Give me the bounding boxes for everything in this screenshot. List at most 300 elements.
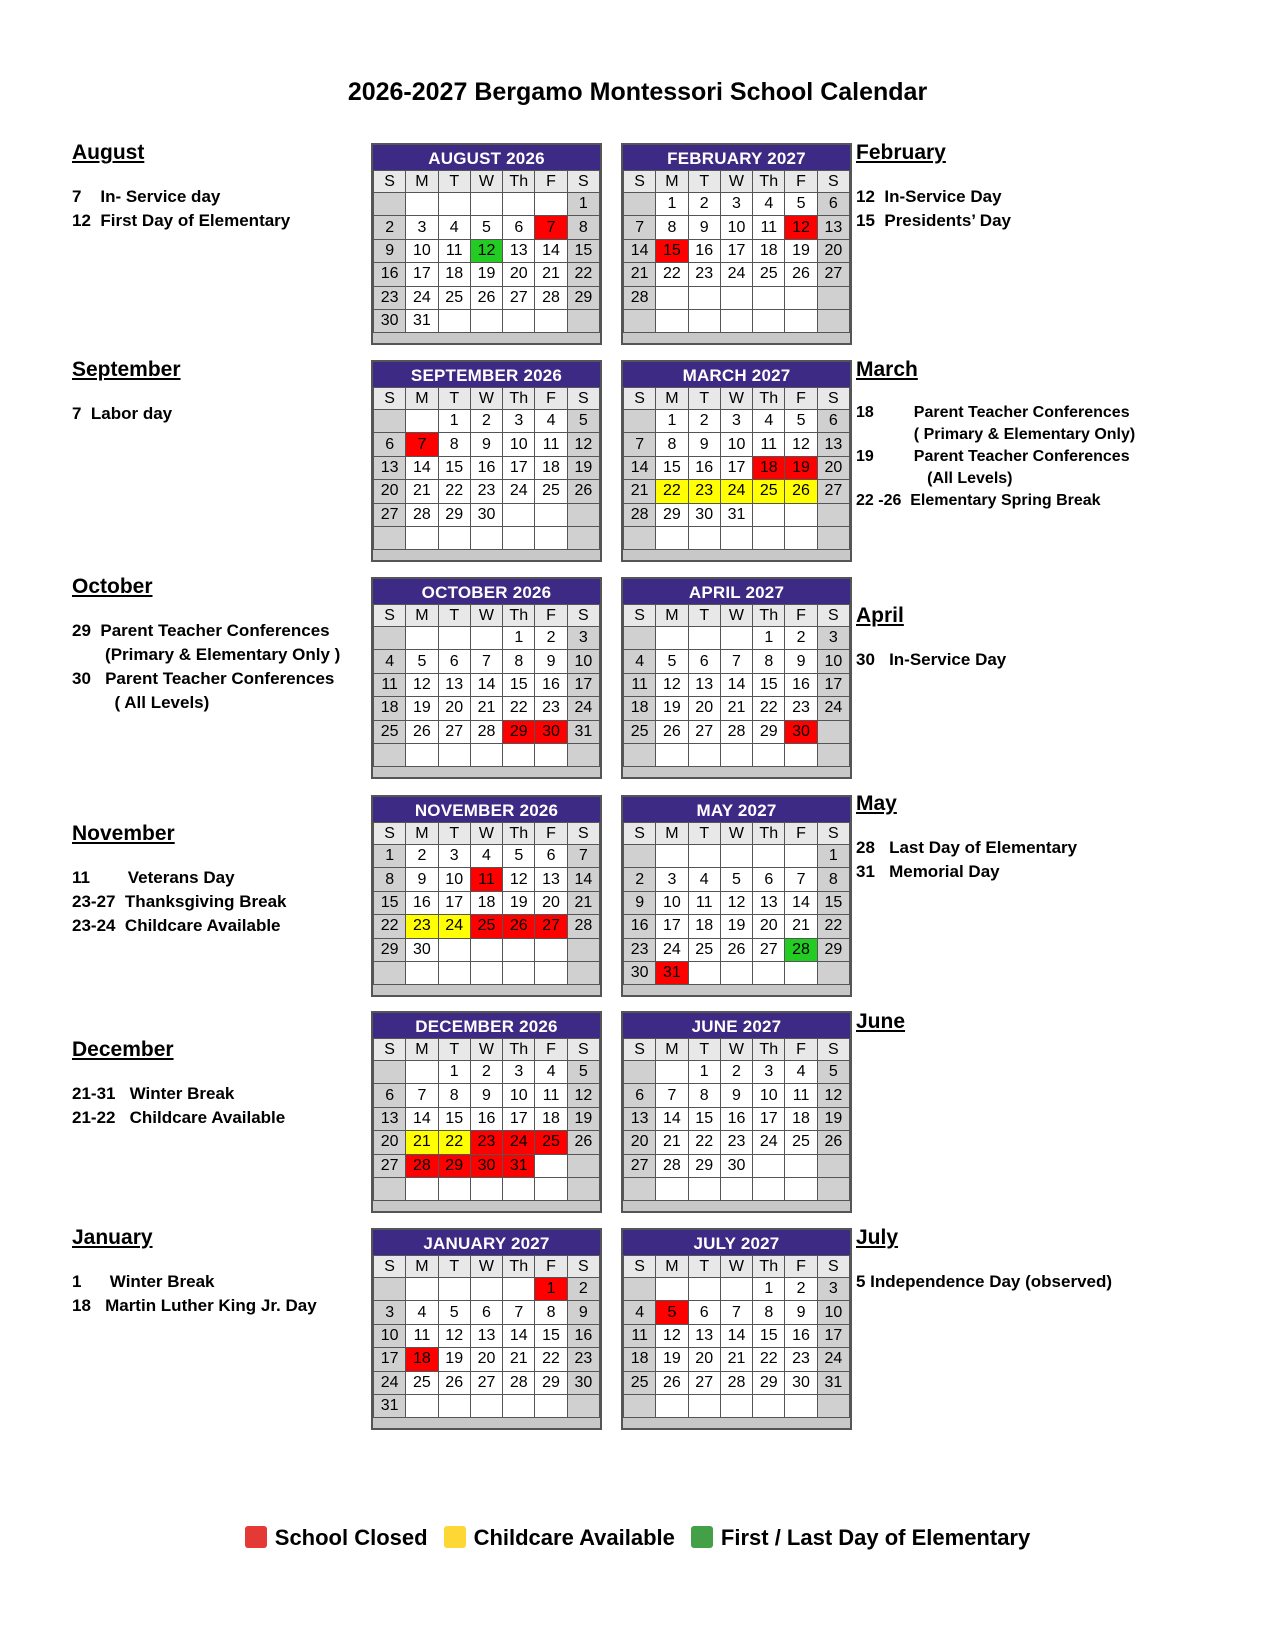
day-cell: 31	[656, 961, 688, 984]
day-cell: 14	[406, 456, 438, 479]
empty-cell	[374, 1061, 406, 1084]
month-calendar	[371, 795, 602, 997]
day-cell: 22	[688, 1131, 720, 1154]
day-cell: 1	[503, 627, 535, 650]
day-cell: 5	[567, 1061, 599, 1084]
day-cell: 2	[374, 216, 406, 239]
legend-swatch-icon	[444, 1526, 466, 1548]
weekday-label: S	[817, 1256, 849, 1278]
day-cell: 6	[535, 845, 567, 868]
day-cell: 26	[438, 1371, 470, 1394]
weekday-label: M	[656, 1039, 688, 1061]
day-cell: 29	[688, 1154, 720, 1177]
empty-cell	[567, 526, 599, 549]
empty-cell	[503, 309, 535, 332]
day-cell: 28	[624, 503, 656, 526]
day-cell: 4	[535, 410, 567, 433]
weekday-label: S	[817, 605, 849, 627]
day-cell: 16	[535, 673, 567, 696]
day-cell: 30	[785, 1371, 817, 1394]
day-cell: 17	[503, 456, 535, 479]
day-cell: 6	[688, 650, 720, 673]
note-line: 18 Parent Teacher Conferences	[856, 404, 1130, 421]
day-cell: 21	[567, 891, 599, 914]
day-cell: 2	[688, 193, 720, 216]
day-cell: 30	[785, 720, 817, 743]
day-cell: 27	[688, 1371, 720, 1394]
day-cell: 27	[817, 480, 849, 503]
day-cell: 2	[470, 1061, 502, 1084]
empty-cell	[720, 1278, 752, 1301]
day-cell: 10	[374, 1324, 406, 1347]
empty-cell	[503, 938, 535, 961]
day-cell: 26	[656, 720, 688, 743]
day-cell: 6	[688, 1301, 720, 1324]
day-cell: 14	[624, 456, 656, 479]
day-cell: 2	[785, 1278, 817, 1301]
weekday-label: Th	[503, 171, 535, 193]
day-cell: 21	[406, 1131, 438, 1154]
legend-item	[245, 1525, 428, 1550]
empty-cell	[753, 743, 785, 766]
day-cell: 20	[374, 480, 406, 503]
weekday-label: M	[656, 1256, 688, 1278]
note-line: 30 In-Service Day	[856, 650, 1007, 669]
day-cell: 25	[374, 720, 406, 743]
day-cell: 8	[535, 1301, 567, 1324]
empty-cell	[753, 503, 785, 526]
weekday-label: F	[785, 823, 817, 845]
empty-cell	[406, 1394, 438, 1417]
day-cell: 6	[817, 410, 849, 433]
month-calendar	[371, 1228, 602, 1430]
day-cell: 14	[406, 1107, 438, 1130]
day-cell: 7	[503, 1301, 535, 1324]
page-title: 2026-2027 Bergamo Montessori School Calendar	[347, 78, 928, 106]
note-line: 12 In-Service Day	[856, 187, 1002, 206]
empty-cell	[688, 309, 720, 332]
day-cell: 11	[688, 891, 720, 914]
day-cell: 14	[720, 1324, 752, 1347]
day-cell: 4	[785, 1061, 817, 1084]
month-notes-title: July	[856, 1226, 899, 1249]
note-line: 28 Last Day of Elementary	[856, 838, 1078, 857]
empty-cell	[624, 1061, 656, 1084]
day-cell: 25	[535, 1131, 567, 1154]
day-cell: 5	[720, 868, 752, 891]
empty-cell	[656, 743, 688, 766]
empty-cell	[624, 410, 656, 433]
day-cell: 15	[567, 239, 599, 262]
weekday-label: T	[688, 823, 720, 845]
day-cell: 14	[470, 673, 502, 696]
empty-cell	[535, 526, 567, 549]
empty-cell	[567, 961, 599, 984]
empty-cell	[656, 1278, 688, 1301]
day-cell: 24	[720, 480, 752, 503]
day-cell: 23	[720, 1131, 752, 1154]
day-cell: 8	[753, 650, 785, 673]
weekday-label: T	[438, 1039, 470, 1061]
empty-cell	[503, 1177, 535, 1200]
day-cell: 1	[374, 845, 406, 868]
weekday-label: F	[535, 388, 567, 410]
day-cell: 30	[374, 309, 406, 332]
empty-cell	[753, 309, 785, 332]
day-cell: 10	[567, 650, 599, 673]
day-cell: 26	[567, 1131, 599, 1154]
day-cell: 26	[720, 938, 752, 961]
day-cell: 11	[753, 216, 785, 239]
weekday-label: S	[374, 1256, 406, 1278]
day-cell: 8	[688, 1084, 720, 1107]
weekday-label: M	[406, 605, 438, 627]
day-cell: 12	[438, 1324, 470, 1347]
month-calendar	[371, 577, 602, 779]
empty-cell	[817, 526, 849, 549]
weekday-label: W	[720, 823, 752, 845]
day-cell: 1	[753, 627, 785, 650]
day-cell: 17	[567, 673, 599, 696]
day-cell: 28	[503, 1371, 535, 1394]
day-cell: 2	[406, 845, 438, 868]
weekday-label: S	[567, 388, 599, 410]
day-cell: 11	[374, 673, 406, 696]
day-cell: 18	[753, 239, 785, 262]
weekday-label: W	[470, 605, 502, 627]
empty-cell	[785, 503, 817, 526]
empty-cell	[503, 743, 535, 766]
day-cell: 25	[470, 915, 502, 938]
day-cell: 6	[753, 868, 785, 891]
weekday-label: T	[438, 171, 470, 193]
empty-cell	[753, 1394, 785, 1417]
month-calendar	[621, 1228, 852, 1430]
day-cell: 21	[470, 697, 502, 720]
day-cell: 13	[438, 673, 470, 696]
day-cell: 23	[688, 263, 720, 286]
empty-cell	[785, 526, 817, 549]
day-cell: 20	[817, 456, 849, 479]
empty-cell	[535, 1177, 567, 1200]
day-cell: 30	[470, 503, 502, 526]
empty-cell	[720, 1177, 752, 1200]
day-cell: 12	[656, 673, 688, 696]
weekday-label: S	[374, 1039, 406, 1061]
empty-cell	[785, 845, 817, 868]
month-calendar	[621, 1011, 852, 1213]
empty-cell	[817, 961, 849, 984]
empty-cell	[656, 286, 688, 309]
empty-cell	[656, 1177, 688, 1200]
empty-cell	[817, 503, 849, 526]
day-cell: 27	[688, 720, 720, 743]
legend	[0, 1525, 1275, 1551]
day-cell: 6	[438, 650, 470, 673]
day-cell: 18	[406, 1348, 438, 1371]
day-cell: 5	[567, 410, 599, 433]
day-cell: 4	[438, 216, 470, 239]
month-notes	[856, 358, 1135, 512]
weekday-label: F	[785, 1256, 817, 1278]
empty-cell	[785, 1177, 817, 1200]
month-calendar	[621, 795, 852, 997]
day-cell: 4	[470, 845, 502, 868]
day-cell: 31	[567, 720, 599, 743]
day-cell: 19	[656, 697, 688, 720]
day-cell: 6	[374, 433, 406, 456]
day-cell: 14	[624, 239, 656, 262]
day-cell: 30	[688, 503, 720, 526]
day-cell: 20	[374, 1131, 406, 1154]
weekday-label: W	[720, 605, 752, 627]
day-cell: 27	[374, 503, 406, 526]
day-cell: 5	[503, 845, 535, 868]
day-cell: 19	[470, 263, 502, 286]
day-cell: 23	[470, 1131, 502, 1154]
day-cell: 6	[374, 1084, 406, 1107]
empty-cell	[720, 845, 752, 868]
day-cell: 2	[567, 1278, 599, 1301]
day-cell: 10	[406, 239, 438, 262]
weekday-label: Th	[503, 823, 535, 845]
empty-cell	[470, 309, 502, 332]
note-line: 5 Independence Day (observed)	[856, 1272, 1113, 1291]
empty-cell	[374, 193, 406, 216]
day-cell: 5	[656, 1301, 688, 1324]
empty-cell	[503, 503, 535, 526]
empty-cell	[688, 845, 720, 868]
day-cell: 14	[785, 891, 817, 914]
weekday-label: S	[624, 823, 656, 845]
day-cell: 9	[785, 1301, 817, 1324]
empty-cell	[720, 1394, 752, 1417]
day-cell: 12	[785, 433, 817, 456]
month-notes-title: December	[72, 1038, 174, 1061]
empty-cell	[535, 938, 567, 961]
day-cell: 7	[624, 216, 656, 239]
day-cell: 15	[535, 1324, 567, 1347]
day-cell: 15	[503, 673, 535, 696]
note-line: 7 In- Service day	[72, 187, 221, 206]
day-cell: 30	[406, 938, 438, 961]
day-cell: 18	[438, 263, 470, 286]
day-cell: 23	[785, 1348, 817, 1371]
note-line: 29 Parent Teacher Conferences	[72, 621, 330, 640]
month-notes-title: October	[72, 575, 153, 598]
weekday-label: T	[438, 1256, 470, 1278]
day-cell: 12	[470, 239, 502, 262]
day-cell: 15	[688, 1107, 720, 1130]
day-cell: 18	[753, 456, 785, 479]
day-cell: 27	[470, 1371, 502, 1394]
day-cell: 28	[406, 1154, 438, 1177]
day-cell: 28	[406, 503, 438, 526]
empty-cell	[817, 309, 849, 332]
empty-cell	[438, 1394, 470, 1417]
day-cell: 25	[753, 480, 785, 503]
day-cell: 1	[656, 193, 688, 216]
empty-cell	[817, 286, 849, 309]
day-cell: 1	[753, 1278, 785, 1301]
day-cell: 28	[567, 915, 599, 938]
empty-cell	[624, 627, 656, 650]
day-cell: 19	[503, 891, 535, 914]
weekday-label: W	[720, 388, 752, 410]
day-cell: 25	[438, 286, 470, 309]
day-cell: 3	[503, 410, 535, 433]
day-cell: 26	[785, 263, 817, 286]
day-cell: 19	[785, 239, 817, 262]
empty-cell	[720, 961, 752, 984]
note-line: 21-31 Winter Break	[72, 1084, 235, 1103]
empty-cell	[535, 309, 567, 332]
day-cell: 17	[720, 239, 752, 262]
weekday-label: Th	[753, 171, 785, 193]
note-line: 30 Parent Teacher Conferences	[72, 669, 335, 688]
day-cell: 13	[470, 1324, 502, 1347]
empty-cell	[785, 286, 817, 309]
day-cell: 28	[470, 720, 502, 743]
month-notes	[72, 141, 290, 233]
day-cell: 12	[785, 216, 817, 239]
empty-cell	[688, 961, 720, 984]
month-calendar	[621, 360, 852, 562]
day-cell: 10	[817, 1301, 849, 1324]
day-cell: 23	[406, 915, 438, 938]
empty-cell	[785, 743, 817, 766]
note-line: ( All Levels)	[72, 693, 210, 712]
day-cell: 7	[624, 433, 656, 456]
weekday-label: T	[438, 605, 470, 627]
day-cell: 21	[624, 263, 656, 286]
empty-cell	[374, 961, 406, 984]
weekday-label: S	[817, 1039, 849, 1061]
month-notes	[856, 792, 1077, 884]
month-header: MAY 2027	[623, 797, 850, 822]
day-cell: 4	[753, 193, 785, 216]
day-cell: 20	[535, 891, 567, 914]
weekday-label: S	[624, 1039, 656, 1061]
empty-cell	[406, 410, 438, 433]
legend-item	[691, 1525, 1030, 1550]
day-cell: 26	[470, 286, 502, 309]
legend-item	[444, 1525, 675, 1550]
day-cell: 25	[535, 480, 567, 503]
day-cell: 28	[535, 286, 567, 309]
note-line: 15 Presidents’ Day	[856, 211, 1011, 230]
empty-cell	[567, 938, 599, 961]
day-cell: 26	[503, 915, 535, 938]
day-cell: 17	[817, 673, 849, 696]
day-cell: 10	[656, 891, 688, 914]
day-cell: 15	[656, 239, 688, 262]
month-notes	[72, 358, 181, 426]
day-cell: 23	[535, 697, 567, 720]
day-cell: 4	[535, 1061, 567, 1084]
empty-cell	[535, 961, 567, 984]
day-cell: 24	[720, 263, 752, 286]
empty-cell	[785, 961, 817, 984]
day-cell: 30	[720, 1154, 752, 1177]
weekday-label: T	[688, 605, 720, 627]
day-cell: 7	[406, 433, 438, 456]
weekday-label: Th	[503, 1256, 535, 1278]
day-cell: 22	[503, 697, 535, 720]
day-cell: 6	[503, 216, 535, 239]
empty-cell	[688, 286, 720, 309]
day-cell: 4	[624, 650, 656, 673]
day-cell: 12	[720, 891, 752, 914]
weekday-label: Th	[503, 388, 535, 410]
empty-cell	[470, 743, 502, 766]
day-cell: 28	[720, 1371, 752, 1394]
weekday-label: S	[624, 171, 656, 193]
month-header: JANUARY 2027	[373, 1230, 600, 1255]
day-cell: 18	[688, 915, 720, 938]
weekday-label: F	[535, 171, 567, 193]
day-cell: 17	[720, 456, 752, 479]
day-cell: 16	[567, 1324, 599, 1347]
empty-cell	[406, 961, 438, 984]
day-cell: 15	[753, 1324, 785, 1347]
empty-cell	[720, 309, 752, 332]
empty-cell	[624, 309, 656, 332]
empty-cell	[688, 743, 720, 766]
day-cell: 22	[817, 915, 849, 938]
weekday-label: S	[567, 1256, 599, 1278]
month-header: MARCH 2027	[623, 362, 850, 387]
month-notes-title: May	[856, 792, 897, 815]
empty-cell	[503, 193, 535, 216]
empty-cell	[470, 193, 502, 216]
day-cell: 1	[438, 410, 470, 433]
empty-cell	[406, 1278, 438, 1301]
day-cell: 11	[470, 868, 502, 891]
month-header: JUNE 2027	[623, 1013, 850, 1038]
weekday-label: T	[688, 1256, 720, 1278]
month-header: AUGUST 2026	[373, 145, 600, 170]
day-cell: 6	[817, 193, 849, 216]
day-cell: 6	[624, 1084, 656, 1107]
empty-cell	[567, 1154, 599, 1177]
day-cell: 3	[374, 1301, 406, 1324]
month-notes-title: April	[856, 604, 904, 627]
weekday-label: S	[374, 388, 406, 410]
day-cell: 13	[817, 433, 849, 456]
day-cell: 22	[374, 915, 406, 938]
day-cell: 20	[470, 1348, 502, 1371]
day-cell: 5	[817, 1061, 849, 1084]
weekday-label: M	[656, 388, 688, 410]
day-cell: 27	[624, 1154, 656, 1177]
month-notes	[856, 1226, 1112, 1294]
day-cell: 10	[817, 650, 849, 673]
day-cell: 25	[688, 938, 720, 961]
day-cell: 1	[688, 1061, 720, 1084]
day-cell: 3	[817, 627, 849, 650]
empty-cell	[624, 1394, 656, 1417]
month-header: NOVEMBER 2026	[373, 797, 600, 822]
empty-cell	[406, 1061, 438, 1084]
day-cell: 7	[785, 868, 817, 891]
empty-cell	[470, 526, 502, 549]
empty-cell	[567, 503, 599, 526]
day-cell: 16	[785, 673, 817, 696]
weekday-label: S	[817, 171, 849, 193]
day-cell: 27	[503, 286, 535, 309]
weekday-label: F	[785, 171, 817, 193]
